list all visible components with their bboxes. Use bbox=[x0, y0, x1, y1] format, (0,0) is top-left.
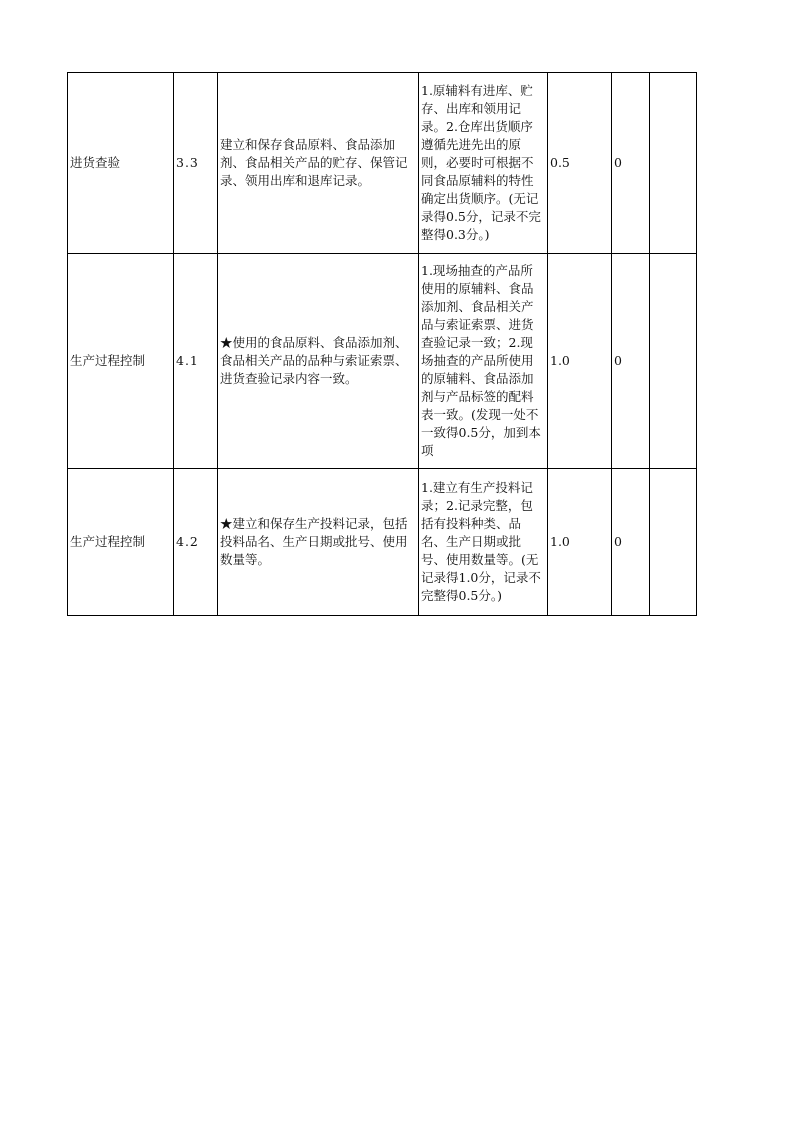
score-cell: 1.0 bbox=[548, 469, 612, 616]
table-row bbox=[68, 254, 697, 469]
item-cell: 生产过程控制 bbox=[68, 469, 174, 616]
score-cell: 0.5 bbox=[548, 73, 612, 254]
code-cell: 4.1 bbox=[174, 254, 218, 469]
requirement-cell: ★建立和保存生产投料记录，包括投料品名、生产日期或批号、使用数量等。 bbox=[218, 469, 419, 616]
scoring-rule-cell: 1.原辅料有进库、贮存、出库和领用记录。2.仓库出货顺序遵循先进先出的原则，必要时可根据不同食品原辅料的特性确定出货顺序。(无记录得0.5分，记录不完整得0.3分。) bbox=[419, 73, 548, 254]
requirement-cell: ★使用的食品原料、食品添加剂、食品相关产品的品种与索证索票、进货查验记录内容一致。 bbox=[218, 254, 419, 469]
item-cell: 进货查验 bbox=[68, 73, 174, 254]
scoring-rule-cell: 1.建立有生产投料记录；2.记录完整，包括有投料种类、品名、生产日期或批号、使用数量等。(无记录得1.0分，记录不完整得0.5分。) bbox=[419, 469, 548, 616]
note-cell bbox=[650, 469, 697, 616]
table-row bbox=[68, 469, 697, 616]
score-cell: 1.0 bbox=[548, 254, 612, 469]
result-cell: 0 bbox=[612, 73, 650, 254]
code-cell: 4.2 bbox=[174, 469, 218, 616]
item-cell: 生产过程控制 bbox=[68, 254, 174, 469]
note-cell bbox=[650, 73, 697, 254]
result-cell: 0 bbox=[612, 254, 650, 469]
note-cell bbox=[650, 254, 697, 469]
scoring-rule-cell: 1.现场抽查的产品所使用的原辅料、食品添加剂、食品相关产品与索证索票、进货查验记录一致；2.现场抽查的产品所使用的原辅料、食品添加剂与产品标签的配料表一致。(发现一处不一致得0.5分，加到本项 bbox=[419, 254, 548, 469]
result-cell: 0 bbox=[612, 469, 650, 616]
code-cell: 3.3 bbox=[174, 73, 218, 254]
requirement-cell: 建立和保存食品原料、食品添加剂、食品相关产品的贮存、保管记录、领用出库和退库记录。 bbox=[218, 73, 419, 254]
table-row bbox=[68, 73, 697, 254]
inspection-table bbox=[67, 72, 697, 616]
